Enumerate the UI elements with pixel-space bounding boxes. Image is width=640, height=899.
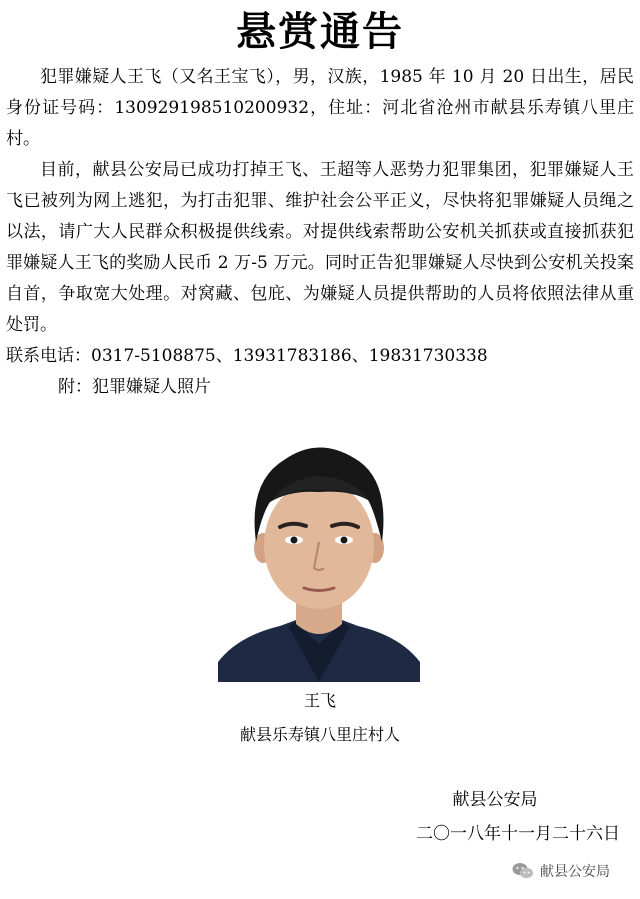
- wechat-watermark: [512, 858, 637, 884]
- suspect-photo: [218, 430, 420, 682]
- wechat-icon: [512, 862, 534, 880]
- issuer-signature: 献县公安局: [452, 790, 538, 810]
- notice-body: [6, 62, 634, 403]
- suspect-name-caption: 王飞: [303, 691, 336, 710]
- reward-paragraph: 目前，献县公安局已成功打掉王飞、王超等人恶势力犯罪集团，犯罪嫌疑人王飞已被列为网上逃犯，为打击犯罪、维护社会公平正义，尽快将犯罪嫌疑人员绳之以法，请广大人民群众积极提供线索。对提供线索帮助公安机关抓获或直接抓获犯罪嫌疑人王飞的奖励人民币 2 万-5 万元。同时正告犯罪嫌疑人尽快到公安机关投案自首，争取宽大处理。对窝藏、包庇、为嫌疑人员提供帮助的人员将依照法律从重处罚。: [6, 160, 634, 335]
- attachment-note: 附：犯罪嫌疑人照片: [58, 377, 211, 397]
- contact-phones: 联系电话：0317-5108875、13931783186、19831730338: [6, 346, 488, 366]
- watermark-text: 献县公安局: [540, 864, 610, 880]
- issue-date: 二〇一八年十一月二十六日: [416, 824, 620, 844]
- notice-title: 悬赏通告: [236, 9, 404, 55]
- suspect-info-paragraph: 犯罪嫌疑人王飞（又名王宝飞），男，汉族，1985 年 10 月 20 日出生，居民身份证号码：130929198510200932，住址：河北省沧州市献县乐寿镇八里庄村。: [6, 67, 634, 149]
- suspect-location-caption: 献县乐寿镇八里庄村人: [239, 725, 400, 744]
